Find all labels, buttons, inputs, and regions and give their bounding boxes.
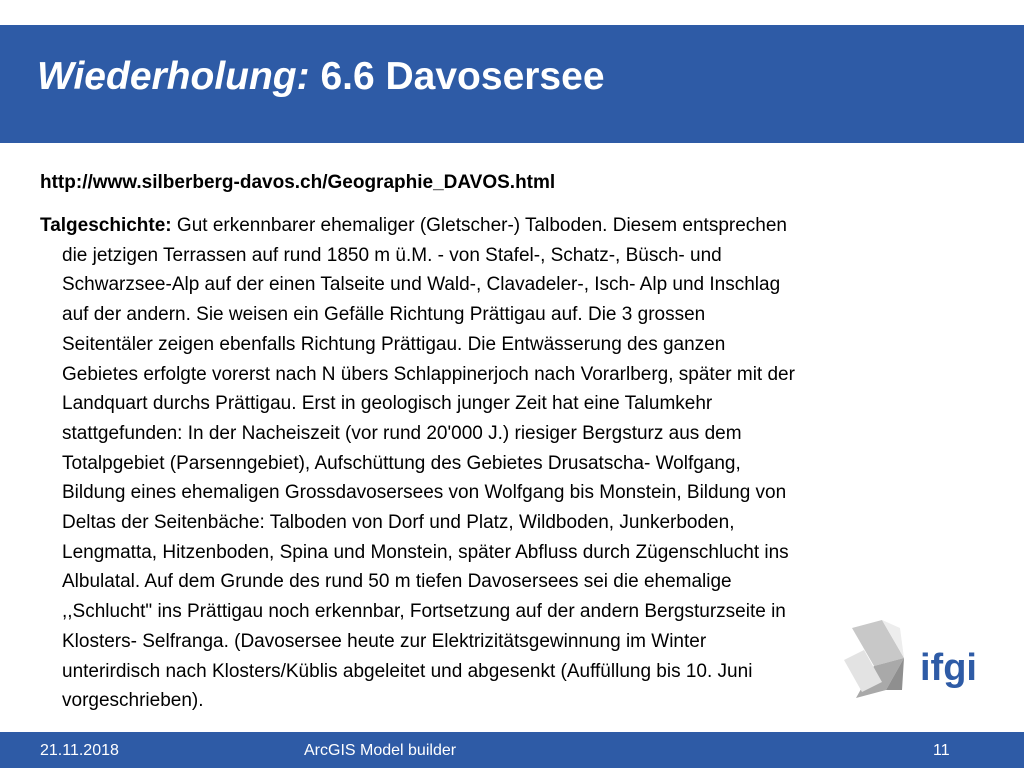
title-rest: 6.6 Davosersee — [309, 55, 605, 98]
body-line: stattgefunden: In der Nacheiszeit (vor rund 20'000 J.) riesiger Bergsturz aus dem — [62, 422, 742, 444]
body-line: Lengmatta, Hitzenboden, Spina und Monstein, später Abfluss durch Zügenschlucht ins — [62, 541, 789, 563]
slide-footer — [0, 732, 1024, 768]
body-line: Klosters- Selfranga. (Davosersee heute zur Elektrizitätsgewinnung im Winter — [62, 630, 707, 652]
body-line: die jetzigen Terrassen auf rund 1850 m ü.M. - von Stafel-, Schatz-, Büsch- und — [62, 244, 722, 266]
footer-title: ArcGIS Model builder — [304, 742, 457, 759]
footer-date: 21.11.2018 — [40, 742, 119, 759]
body-line: ,,Schlucht" ins Prättigau noch erkennbar, Fortsetzung auf der andern Bergsturzseite in — [62, 601, 786, 623]
body-line: Albulatal. Auf dem Grunde des rund 50 m tiefen Davosersees sei die ehemalige — [62, 571, 732, 593]
body-line: Bildung eines ehemaligen Grossdavosersees von Wolfgang bis Monstein, Bildung von — [62, 482, 787, 504]
body-line: vorgeschrieben). — [62, 690, 204, 712]
slide-title — [37, 54, 605, 100]
body-label: Talgeschichte: — [40, 215, 172, 236]
source-url: http://www.silberberg-davos.ch/Geographie_DAVOS.html — [40, 172, 556, 193]
body-line: Totalpgebiet (Parsenngebiet), Aufschüttung des Gebietes Drusatscha- Wolfgang, — [62, 452, 741, 474]
body-line: Schwarzsee-Alp auf der einen Talseite und Wald-, Clavadeler-, Isch- Alp und Inschlag — [62, 274, 781, 296]
body-line-first — [40, 211, 960, 241]
body-line: Deltas der Seitenbäche: Talboden von Dorf und Platz, Wildboden, Junkerboden, — [62, 512, 735, 534]
footer-page-number: 11 — [933, 742, 950, 759]
body-line: Landquart durchs Prättigau. Erst in geologisch junger Zeit hat eine Talumkehr — [62, 393, 713, 415]
title-italic: Wiederholung: — [37, 55, 310, 98]
body-line: unterirdisch nach Klosters/Küblis abgeleitet und abgesenkt (Auffüllung bis 10. Juni — [62, 660, 753, 682]
body-line: Seitentäler zeigen ebenfalls Richtung Prättigau. Die Entwässerung des ganzen — [62, 333, 726, 355]
body-line: auf der andern. Sie weisen ein Gefälle Richtung Prättigau auf. Die 3 grossen — [62, 304, 706, 326]
body-paragraph — [40, 211, 960, 716]
ifgi-logo-text: ifgi — [920, 647, 977, 689]
body-line: Gut erkennbarer ehemaliger (Gletscher-) Talboden. Diesem entsprechen — [171, 215, 787, 236]
body-line: Gebietes erfolgte vorerst nach N übers Schlappinerjoch nach Vorarlberg, später mit der — [62, 363, 795, 385]
